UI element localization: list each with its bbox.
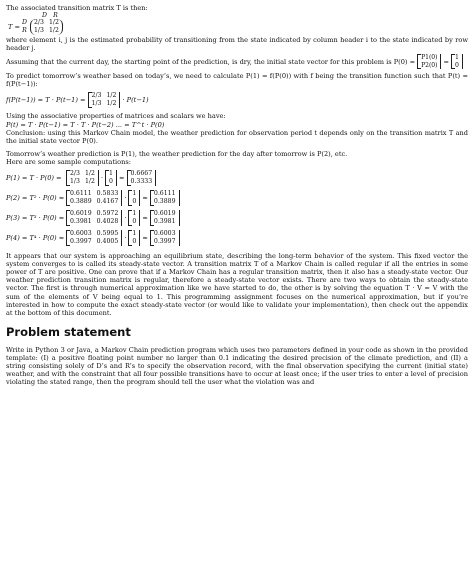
transition-matrix: D R T = D R 2/3 1/2 1/3 1/2 — [8, 12, 468, 35]
paragraph-transition-function: To predict tomorrow’s weather based on today’s, we need to calculate P(1) = f(P(0)) with f being the transition function such that P(t) = f(P(t−1)): — [6, 72, 468, 89]
computation-row: P(4) = T⁴ · P(0) ≈ 0.6003 0.5995 0.3997 0.4005 · 1 0 ≈ 0.6003 0.3997 — [6, 228, 468, 248]
t-cell-11: 2/3 — [34, 19, 44, 27]
paragraph-problem-statement: Write in Python 3 or Java, a Markov Chain prediction program which uses two parameters defined in your code as shown in the provided template: (I) a positive floating point number no larger than 0.1 indicating the desired precision of the climate prediction, and (II) a string consisting solely of D’s and R’s to specify the observation record, with the final observation specifying the current (initial state) weather, and with the constraint that all four possible transitions have to occur at least once; if the user tries to enter a level of precision violating the stated range, then the program should tell the user what the violation was and — [6, 345, 468, 387]
row-header-d: D — [22, 19, 27, 27]
paragraph-prediction: Tomorrow’s weather prediction is P(1), the weather prediction for the day after tomorrow is P(2), etc. — [6, 149, 348, 158]
t-cell-12: 1/2 — [48, 19, 59, 27]
intro-text: The associated transition matrix T is then: — [6, 4, 148, 12]
computation-row: P(2) = T² · P(0) ≈ 0.6111 0.5833 0.3889 0.4167 · 1 0 ≈ 0.6111 0.3889 — [6, 188, 468, 208]
transition-matrix-inline: 2/3 1/2 1/3 1/2 — [88, 92, 121, 108]
row-header-r: R — [22, 27, 27, 35]
paragraph-steady-state: It appears that our system is approaching an equilibrium state, describing the long-term behavior of the system. This fixed vector the system converges to is called its steady-state vector. A transition matrix T of a Markov Chain is called regular if all the entries in some power of T are positive. One can prove that if a Markov Chain has a regular transition matrix, then it also has a steady-state vector. Our weather prediction transition matrix is regular, therefore a steady-state vector exists. There are two ways to obtain the steady-state vector. The first is through numerical approximation like we have started to do, the other is by solving the equation T · V = V with the sum of the elements of V being equal to 1. This programming assignment focuses on the numerical approximation, but if you’re interested in how to compute the exact steady-state vector (or would like to validate your implementation), then check out the appendix at the bottom of this document. — [6, 252, 468, 317]
transition-equation: f(P(t−1)) = T · P(t−1) = — [6, 96, 86, 105]
paragraph-element-definition: where element i, j is the estimated probability of transitioning from the state indicated by column header i to the state indicated by row header j. — [6, 36, 468, 53]
paragraph-conclusion: Conclusion: using this Markov Chain model, the weather prediction for observation period t depends only on the transition matrix T and the initial state vector P(0). — [6, 128, 468, 145]
paragraph-associative: Using the associative properties of matrices and scalars we have: — [6, 112, 226, 121]
computation-row: P(1) = T · P(0) = 2/3 1/2 1/3 1/2 · 1 0 ≈ 0.6667 0.3333 — [6, 168, 468, 188]
t-cell-21: 1/3 — [34, 27, 44, 35]
paragraph-sample-intro: Here are some sample computations: — [6, 157, 131, 166]
col-header-d: D — [42, 12, 47, 20]
col-header-r: R — [53, 12, 58, 20]
computation-row: P(3) = T³ · P(0) ≈ 0.6019 0.5972 0.3981 0.4028 · 1 0 ≈ 0.6019 0.3981 — [6, 208, 468, 228]
paragraph-initial-state: Assuming that the current day, the starting point of the prediction, is dry, the initial state vector for this problem is P(0) = — [6, 57, 416, 66]
associative-equation: P(t) = T · P(t−1) = T · T · P(t−2) ... = T^t · P(0) — [6, 120, 165, 129]
section-heading: Problem statement — [6, 324, 131, 339]
initial-vector-values: 1 0 — [451, 54, 463, 69]
initial-vector-symbols: P1(0) P2(0) — [417, 54, 441, 69]
sample-computations — [6, 168, 468, 248]
t-cell-22: 1/2 — [48, 27, 59, 35]
document-page: The associated transition matrix T is then: D R T = D R 2/3 1/2 1/3 1/2 where element i, j is the estimated probability of transitioning from the state indicated by column header i to the state indicated by row header j. Assuming that the current day, the starting point of the prediction, is dry, the initial state vector for this problem is P(0) = P1(0) P2(0) = 1 0 To predict tomorrow’s weather based on today’s, we need to calculate P(1) = f(P(0)) with f being the transition function such that P(t) = f(P(t−1)): f(P(t−1)) = T · P(t−1) = 2/3 1/2 1/3 1/2 · P(t−1) Using the associative properties of matrices and scalars we have: P(t) = T · P(t−1) = T · T · P(t−2) ... = T^t · P(0) Conclusion: using this Markov Chain model, the weather prediction for observation period t depends only on the transition matrix T and the initial state vector P(0). Tomorrow’s weather prediction is P(1), the weather prediction for the day after tomorrow is P(2), etc. Here are some sample computations: P(1) = T · P(0) = 2/3 1/2 1/3 1/2 · 1 0 ≈ 0.6667 0.3333 P(2) = T² · P(0) ≈ 0.6111 0.5833 0.3889 0.4167 · 1 0 ≈ 0.6111 0.3889 P(3) = T³ · P(0) ≈ 0.6019 0.5972 0.3981 0.4028 · 1 0 ≈ 0.6019 0.3981 P(4) = T⁴ · P(0) ≈ 0.6003 0.5995 0.3997 0.4005 · 1 0 ≈ 0.6003 0.3997 It appears that our system is approaching an equilibrium state, describing the long-term behavior of the system. This fixed vector the system converges to is called its steady-state vector. A transition matrix T of a Markov Chain is called regular if all the entries in some power of T are positive. One can prove that if a Markov Chain has a regular transition matrix, then it also has a steady-state vector. Our weather prediction transition matrix is regular, therefore a steady-state vector exists. There are two ways to obtain the steady-state vector. The first is through numerical approximation like we have started to do, the other is by solving the equation T · V = V with the sum of the elements of V being equal to 1. This programming assignment focuses on the numerical approximation, but if you’re interested in how to compute the exact steady-state vector (or would like to validate your implementation), then check out the appendix at the bottom of this document. Problem statement Write in Python 3 or Java, a Markov Chain prediction program which uses two parameters defined in your code as shown in the provided template: (I) a positive floating point number no larger than 0.1 indicating the desired precision of the climate prediction, and (II) a string consisting solely of D’s and R’s to specify the observation record, with the final observation specifying the current (initial state) weather, and with the constraint that all four possible transitions have to occur at least once; if the user tries to enter a level of precision violating the stated range, then the program should tell the user what the violation was and — [6, 4, 468, 387]
